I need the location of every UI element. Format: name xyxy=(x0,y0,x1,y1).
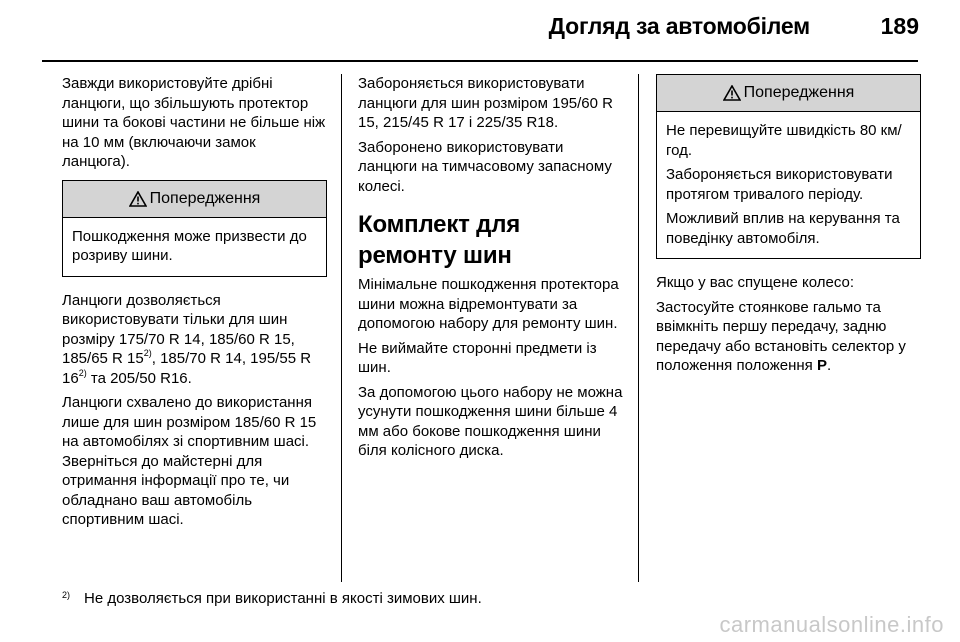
warning-box xyxy=(656,74,921,259)
warning-box xyxy=(62,180,327,277)
paragraph: Мінімальне пошкодження протектора шини можна відремонтувати за допомогою набору для ремонту шин. xyxy=(358,276,619,332)
paragraph: За допомогою цього набору не можна усунути пошкодження шини більше 4 мм або бокове пошкодження шини біля колісного диска. xyxy=(358,383,623,459)
warning-title: Попередження xyxy=(743,84,855,102)
paragraph: Завжди використовуйте дрібні ланцюги, що збільшують протектор шини та бокові частини не більше ніж на 10 мм (включаючи замок ланцюга). xyxy=(62,75,326,170)
text-run: та 205/50 R16. xyxy=(86,369,192,387)
paragraph: Ланцюги схвалено до використання лише для шин розміром 185/60 R 15 на автомобілях зі спортивним шасі. Зверніться до майстерні для отримання інформації про те, чи обладнано ваш автомобіль спортивним шасі. xyxy=(62,394,317,528)
text-run: Застосуйте стоянкове гальмо та ввімкніть першу передачу, задню передачу або встановіть селектор у положення положення xyxy=(656,298,906,374)
text-run: . xyxy=(826,357,832,374)
text-run: Ланцюги дозволяється використовувати тільки для шин розміру 175/70 R 14, 185/60 R 15, 185/65 R 15 xyxy=(62,291,295,367)
footnote-ref: 2) xyxy=(78,367,87,378)
footnote-ref: 2) xyxy=(143,348,152,358)
warning-text: Пошкодження може призвести до розриву шини. xyxy=(72,227,307,264)
column-divider-1 xyxy=(341,74,342,582)
page-number: 189 xyxy=(880,13,919,39)
bold-text: P xyxy=(816,357,827,374)
paragraph xyxy=(62,291,327,389)
page-title: Догляд за автомобілем xyxy=(548,13,810,39)
warning-header xyxy=(657,75,920,112)
warning-icon xyxy=(129,191,147,207)
paragraph: Не виймайте сторонні предмети із шин. xyxy=(358,339,597,376)
paragraph xyxy=(656,298,921,376)
footnote-text: Не дозволяється при використанні в якості зимових шин. xyxy=(84,590,482,607)
header-divider xyxy=(42,60,918,62)
warning-text: Забороняється використовувати протягом тривалого періоду. xyxy=(666,166,893,203)
column-divider-2 xyxy=(638,74,639,582)
section-heading: Комплект для ремонту шин xyxy=(358,211,521,269)
paragraph: Якщо у вас спущене колесо: xyxy=(656,274,855,291)
warning-title: Попередження xyxy=(149,189,261,207)
text-run: , 185/70 R 14, 195/55 R 16 xyxy=(62,350,312,387)
watermark: carmanualsonline.info xyxy=(719,612,944,637)
column-3 xyxy=(656,74,921,381)
column-1 xyxy=(62,74,327,535)
warning-text: Можливий вплив на керування та поведінку автомобіля. xyxy=(666,210,900,247)
footnote-mark: 2) xyxy=(62,590,71,600)
paragraph: Заборонено використовувати ланцюги на тимчасовому запасному колесі. xyxy=(358,138,612,195)
column-2 xyxy=(358,74,623,466)
warning-text: Не перевищуйте швидкість 80 км/год. xyxy=(666,122,902,159)
warning-icon xyxy=(723,85,741,101)
warning-header xyxy=(63,181,326,218)
footnote xyxy=(62,590,482,607)
paragraph: Забороняється використовувати ланцюги для шин розміром 195/60 R 15, 215/45 R 17 і 225/35 R18. xyxy=(358,75,613,131)
